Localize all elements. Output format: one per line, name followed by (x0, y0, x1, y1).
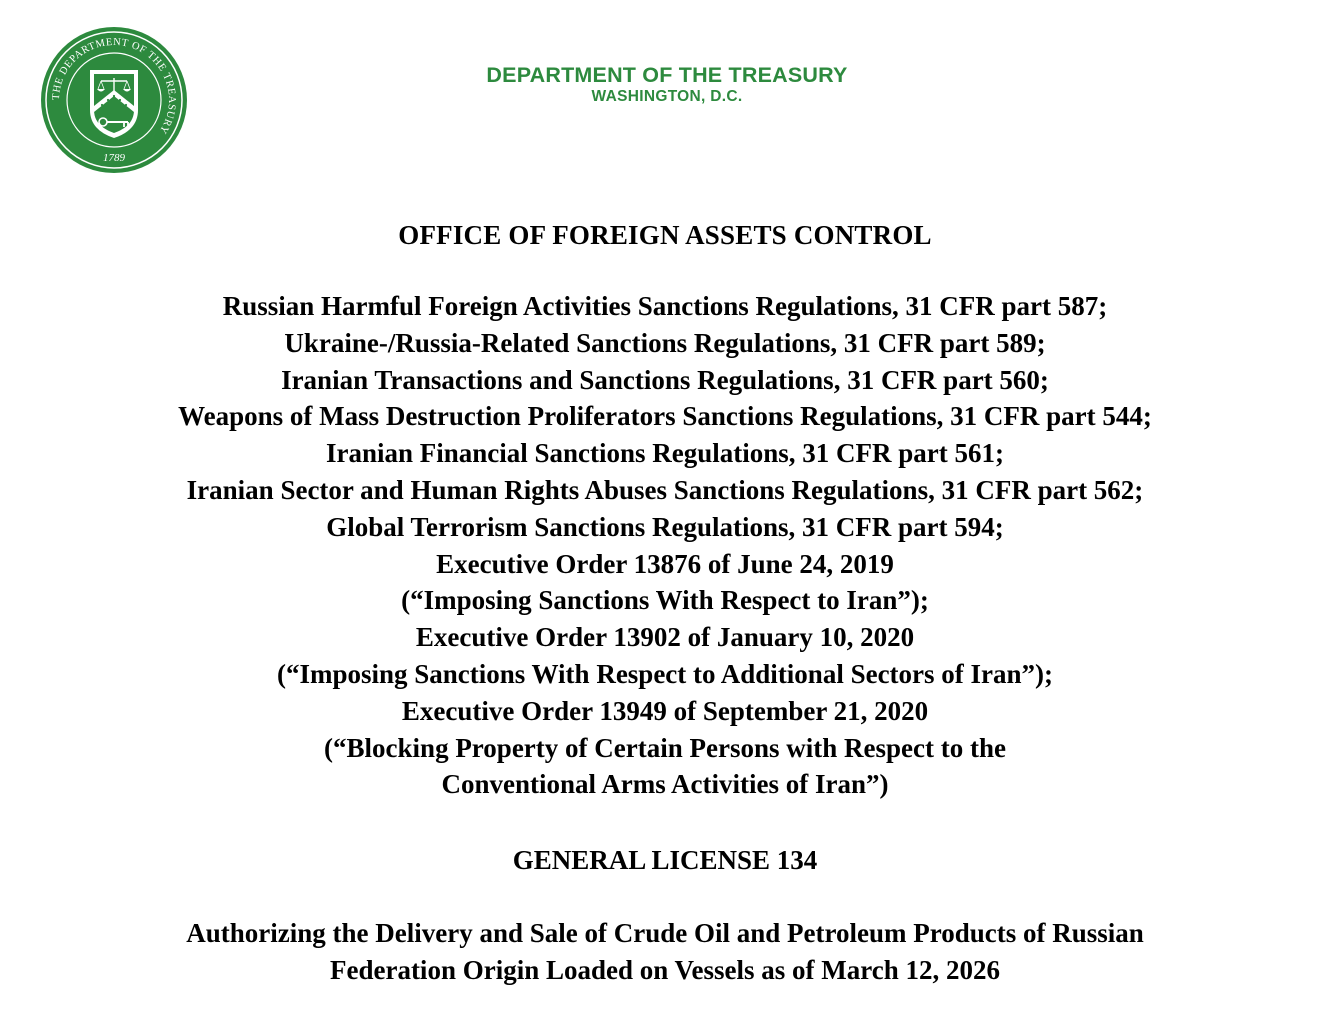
authority-line: Ukraine-/Russia-Related Sanctions Regulations, 31 CFR part 589; (284, 327, 1046, 358)
subject-line: Federation Origin Loaded on Vessels as of March 12, 2026 (329, 955, 1001, 985)
authority-line: Conventional Arms Activities of Iran”) (441, 769, 889, 800)
authority-line: (“Blocking Property of Certain Persons with Respect to the (324, 732, 1006, 763)
seal-year: 1789 (103, 152, 125, 164)
letterhead (332, 61, 1002, 107)
authority-line: Weapons of Mass Destruction Proliferators Sanctions Regulations, 31 CFR part 544; (178, 401, 1152, 432)
authority-line: Iranian Sector and Human Rights Abuses Sanctions Regulations, 31 CFR part 562; (186, 474, 1144, 505)
treasury-seal (40, 26, 188, 174)
seal-ring-text: THE DEPARTMENT OF THE TREASURY (50, 36, 178, 136)
authority-line: (“Imposing Sanctions With Respect to Additional Sectors of Iran”); (276, 658, 1054, 689)
subject-line: Authorizing the Delivery and Sale of Crude Oil and Petroleum Products of Russian (186, 918, 1144, 948)
shield-icon (90, 70, 138, 138)
authority-line: (“Imposing Sanctions With Respect to Iran”); (401, 585, 929, 616)
department-name: DEPARTMENT OF THE TREASURY (486, 63, 848, 87)
authority-line: Russian Harmful Foreign Activities Sanctions Regulations, 31 CFR part 587; (222, 291, 1108, 321)
authority-line: Executive Order 13902 of January 10, 2020 (415, 622, 915, 653)
authorities-list (0, 288, 1330, 803)
authority-line: Iranian Transactions and Sanctions Regulations, 31 CFR part 560; (281, 364, 1049, 395)
office-title: OFFICE OF FOREIGN ASSETS CONTROL (398, 220, 932, 250)
authority-line: Iranian Financial Sanctions Regulations, 31 CFR part 561; (325, 438, 1005, 469)
license-subject (0, 915, 1330, 989)
license-title: GENERAL LICENSE 134 (512, 845, 818, 875)
authority-line: Executive Order 13949 of September 21, 2020 (401, 695, 929, 726)
authority-line: Global Terrorism Sanctions Regulations, 31 CFR part 594; (326, 511, 1004, 542)
department-city: WASHINGTON, D.C. (591, 88, 743, 105)
authority-line: Executive Order 13876 of June 24, 2019 (436, 548, 894, 579)
